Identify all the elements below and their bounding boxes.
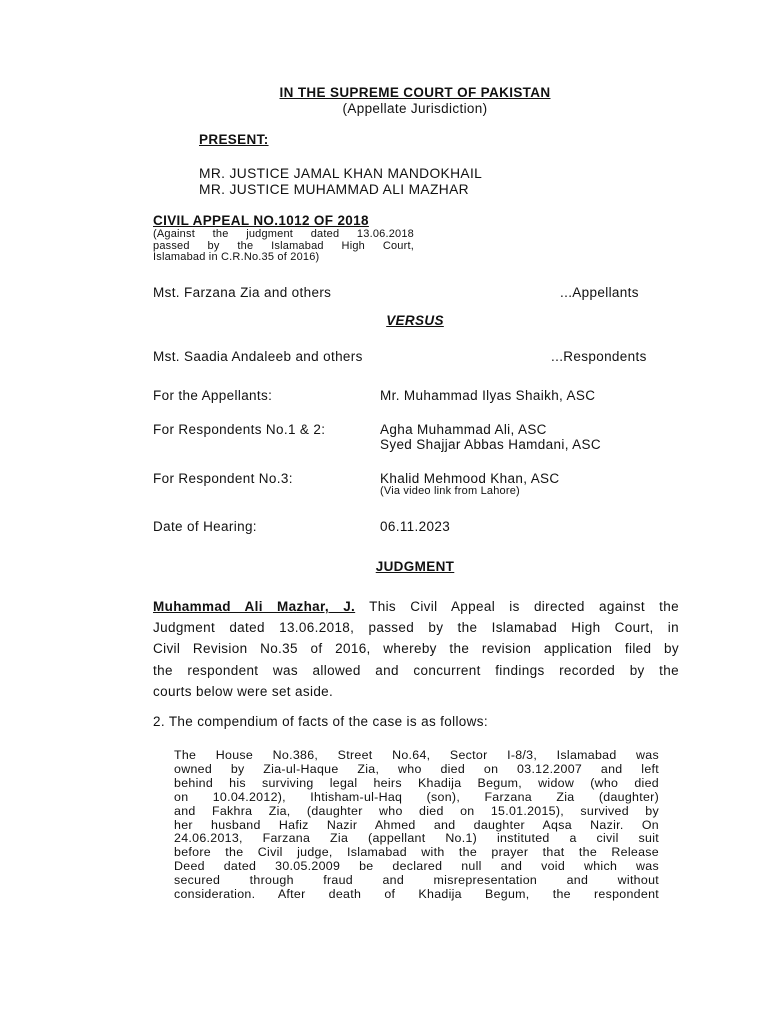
quote-line: consideration. After death of Khadija Begum, the respondent bbox=[174, 887, 659, 902]
judgment-paragraph-2: 2. The compendium of facts of the case is as follows: bbox=[153, 714, 488, 729]
judgment-author: Muhammad Ali Mazhar, J. bbox=[153, 599, 356, 614]
quote-line: before the Civil judge, Islamabad with the prayer that the Release bbox=[174, 845, 659, 860]
resp12-counsel-label: For Respondents No.1 & 2: bbox=[153, 422, 326, 437]
para1-text: This Civil Appeal is directed against the bbox=[355, 599, 679, 614]
resp12-counsel-1: Agha Muhammad Ali, ASC bbox=[380, 422, 547, 437]
resp3-counsel: Khalid Mehmood Khan, ASC bbox=[380, 471, 560, 486]
respondents-role: ...Respondents bbox=[551, 349, 647, 364]
resp3-note: (Via video link from Lahore) bbox=[380, 485, 520, 497]
para1-line: courts below were set aside. bbox=[153, 683, 334, 699]
resp3-counsel-label: For Respondent No.3: bbox=[153, 471, 293, 486]
versus-label: VERSUS bbox=[386, 313, 444, 328]
case-number: CIVIL APPEAL NO.1012 OF 2018 bbox=[153, 213, 369, 228]
para1-line: the respondent was allowed and concurrent findings recorded by the bbox=[153, 662, 679, 678]
appellants-counsel-label: For the Appellants: bbox=[153, 388, 273, 403]
para1-line: Civil Revision No.35 of 2016, whereby the revision application filed by bbox=[153, 641, 679, 657]
against-line: passed by the Islamabad High Court, bbox=[153, 239, 414, 252]
quote-line: secured through fraud and misrepresentation and without bbox=[174, 873, 659, 888]
para1-line bbox=[153, 596, 679, 617]
judgment-heading: JUDGMENT bbox=[375, 559, 455, 574]
quote-line: owned by Zia-ul-Haque Zia, who died on 03.12.2007 and left bbox=[174, 761, 659, 776]
quote-line: on 10.04.2012), Ihtisham-ul-Haq (son), Farzana Zia (daughter) bbox=[174, 789, 659, 804]
quote-line: Deed dated 30.05.2009 be declared null and void which was bbox=[174, 859, 659, 874]
against-note bbox=[153, 229, 414, 264]
appellants-name: Mst. Farzana Zia and others bbox=[153, 285, 332, 300]
hearing-label: Date of Hearing: bbox=[153, 519, 257, 534]
court-title: IN THE SUPREME COURT OF PAKISTAN bbox=[279, 85, 551, 100]
against-line: (Against the judgment dated 13.06.2018 bbox=[153, 228, 414, 240]
jurisdiction: (Appellate Jurisdiction) bbox=[342, 101, 488, 116]
respondents-name: Mst. Saadia Andaleeb and others bbox=[153, 349, 363, 364]
appellants-role: ...Appellants bbox=[560, 285, 639, 300]
quote-line: behind his surviving legal heirs Khadija Begum, widow (who died bbox=[174, 775, 659, 790]
quote-line: The House No.386, Street No.64, Sector I-8/3, Islamabad was bbox=[174, 748, 659, 762]
quote-line: 24.06.2013, Farzana Zia (appellant No.1) instituted a civil suit bbox=[174, 831, 659, 846]
judge-2: MR. JUSTICE MUHAMMAD ALI MAZHAR bbox=[199, 182, 469, 197]
hearing-date: 06.11.2023 bbox=[380, 519, 451, 534]
para1-line: Judgment dated 13.06.2018, passed by the Islamabad High Court, in bbox=[153, 620, 679, 636]
judgment-paragraph-1 bbox=[153, 596, 679, 702]
quote-line: and Fakhra Zia, (daughter who died on 15.01.2015), survived by bbox=[174, 803, 659, 818]
present-label: PRESENT: bbox=[199, 132, 269, 147]
judge-1: MR. JUSTICE JAMAL KHAN MANDOKHAIL bbox=[199, 166, 483, 181]
quote-line: her husband Hafiz Nazir Ahmed and daughter Aqsa Nazir. On bbox=[174, 817, 659, 832]
appellants-counsel: Mr. Muhammad Ilyas Shaikh, ASC bbox=[380, 388, 596, 403]
against-line: Islamabad in C.R.No.35 of 2016) bbox=[153, 251, 320, 263]
facts-quote bbox=[174, 749, 659, 902]
resp12-counsel-2: Syed Shajjar Abbas Hamdani, ASC bbox=[380, 437, 601, 452]
